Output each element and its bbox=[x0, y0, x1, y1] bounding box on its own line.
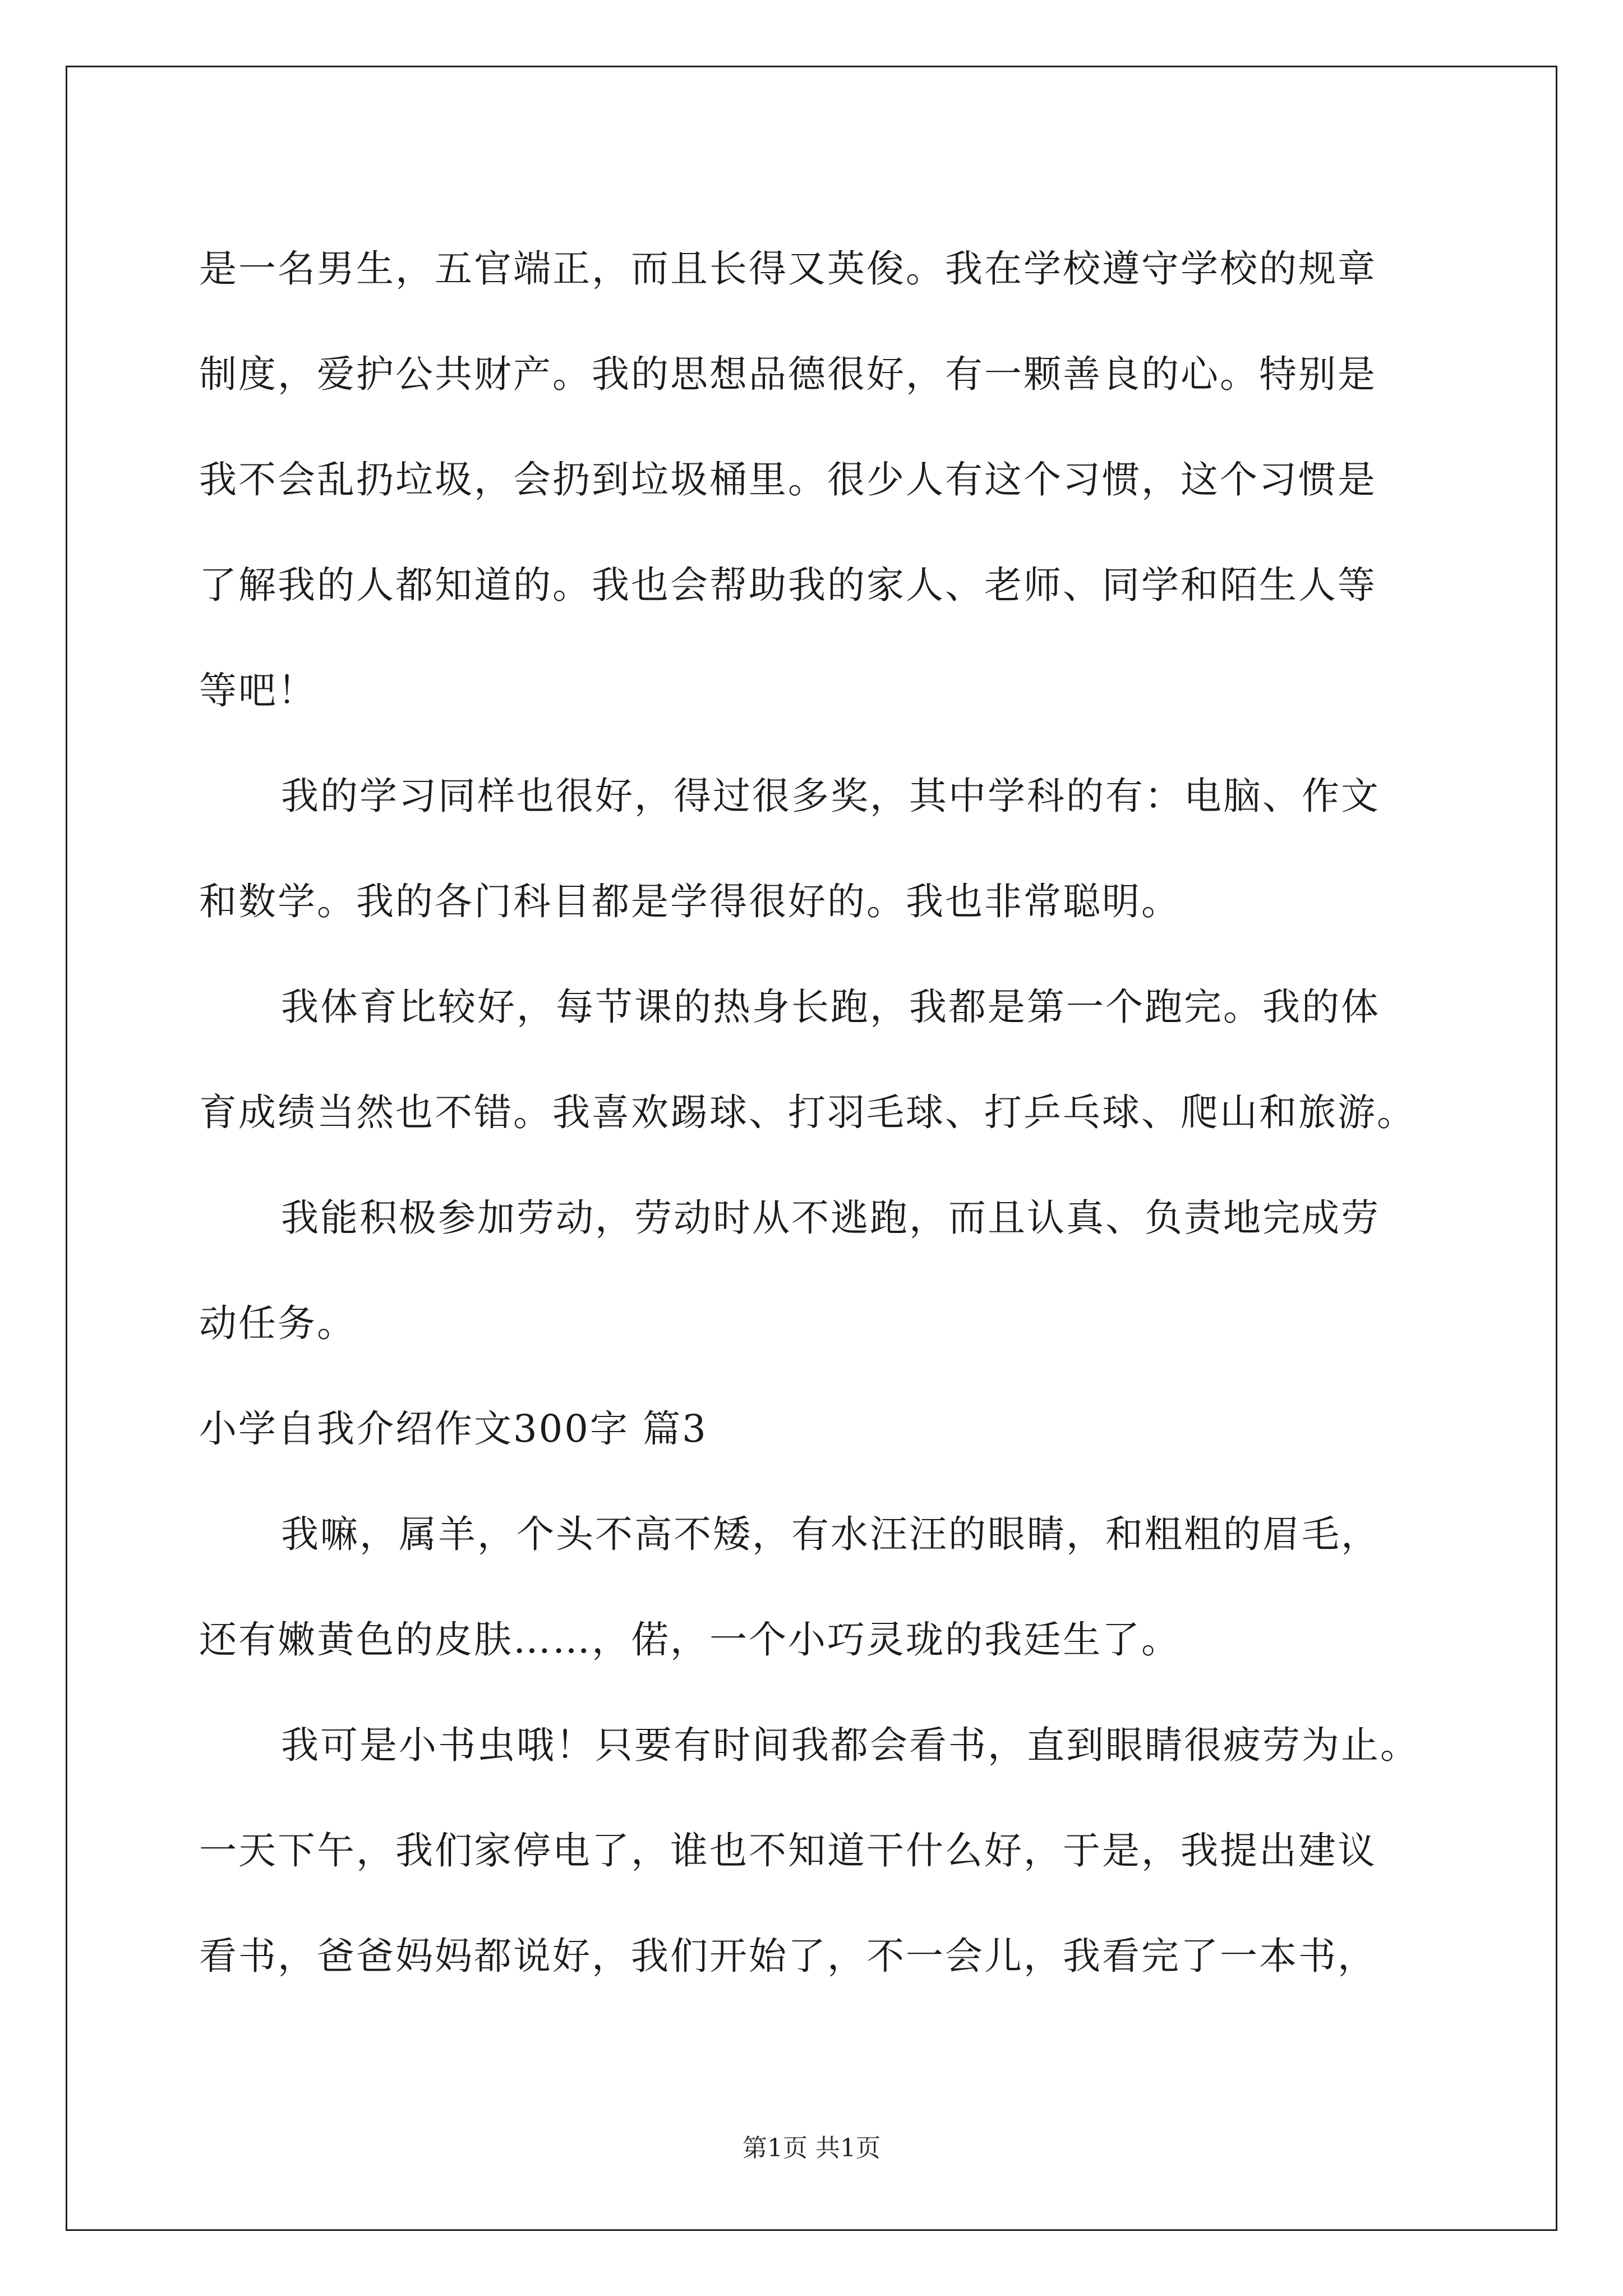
text-line: 我不会乱扔垃圾，会扔到垃圾桶里。很少人有这个习惯，这个习惯是 bbox=[199, 458, 1377, 501]
text-line: 育成绩当然也不错。我喜欢踢球、打羽毛球、打乒乓球、爬山和旅游。 bbox=[199, 1091, 1416, 1134]
text-line: 等吧！ bbox=[199, 669, 317, 712]
page-footer: 第1页 共1页 bbox=[743, 2134, 880, 2162]
text-line: 一天下午，我们家停电了，谁也不知道干什么好，于是，我提出建议 bbox=[199, 1829, 1377, 1872]
text-line: 动任务。 bbox=[199, 1301, 356, 1345]
text-line: 看书，爸爸妈妈都说好，我们开始了，不一会儿，我看完了一本书， bbox=[199, 1934, 1377, 1978]
text-line: 我嘛，属羊，个头不高不矮，有水汪汪的眼睛，和粗粗的眉毛， bbox=[281, 1512, 1380, 1556]
text-line: 是一名男生，五官端正，而且长得又英俊。我在学校遵守学校的规章 bbox=[199, 247, 1377, 291]
section-heading: 小学自我介绍作文300字 篇3 bbox=[199, 1407, 708, 1451]
text-line: 我能积极参加劳动，劳动时从不逃跑，而且认真、负责地完成劳 bbox=[281, 1196, 1380, 1240]
text-line: 我体育比较好，每节课的热身长跑，我都是第一个跑完。我的体 bbox=[281, 985, 1380, 1029]
document-body bbox=[199, 216, 1433, 2009]
text-line: 我的学习同样也很好，得过很多奖，其中学科的有：电脑、作文 bbox=[281, 774, 1380, 818]
text-line: 了解我的人都知道的。我也会帮助我的家人、老师、同学和陌生人等 bbox=[199, 563, 1377, 607]
text-line: 还有嫩黄色的皮肤……，偌，一个小巧灵珑的我廷生了。 bbox=[199, 1618, 1181, 1662]
text-line: 制度，爱护公共财产。我的思想品德很好，有一颗善良的心。特别是 bbox=[199, 352, 1377, 396]
text-line: 我可是小书虫哦！只要有时间我都会看书，直到眼睛很疲劳为止。 bbox=[281, 1723, 1419, 1767]
text-line: 和数学。我的各门科目都是学得很好的。我也非常聪明。 bbox=[199, 880, 1181, 923]
